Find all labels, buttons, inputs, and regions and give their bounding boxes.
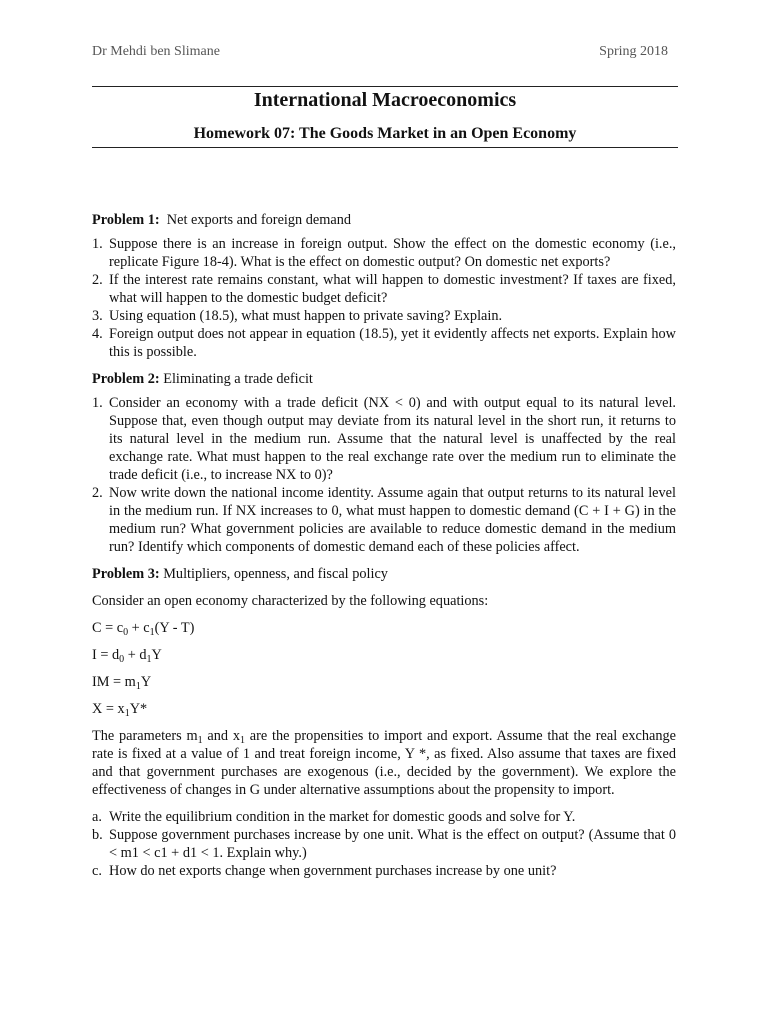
item-text: How do net exports change when government purchases increase by one unit?	[109, 863, 557, 879]
problem-3-heading	[92, 565, 676, 583]
homework-body	[92, 211, 676, 880]
problem-3-intro: Consider an open economy characterized by the following equations:	[92, 593, 489, 609]
list-item	[92, 862, 676, 880]
item-text: Using equation (18.5), what must happen to private saving? Explain.	[109, 308, 503, 324]
item-number: 3.	[92, 308, 103, 324]
problem-1-topic: Net exports and foreign demand	[166, 212, 352, 228]
problem-3-topic: Multipliers, openness, and fiscal policy	[163, 566, 388, 582]
item-letter: c.	[92, 863, 102, 879]
item-number: 1.	[92, 395, 103, 411]
problem-1-label: Problem 1:	[92, 212, 160, 228]
homework-subtitle: Homework 07: The Goods Market in an Open Economy	[193, 125, 577, 142]
list-item	[92, 484, 676, 556]
list-item	[92, 808, 676, 826]
list-item	[92, 826, 676, 862]
item-text: Consider an economy with a trade deficit (NX < 0) and with output equal to its natural level. Suppose that, even though output may deviate from its natural level in the short run, it returns to its natural level in the medium run. Assume that the natural level is unaffected by the real exchange rate. What must happen to the real exchange rate over the medium run to eliminate the trade deficit (i.e., to increase NX to 0)?	[109, 395, 676, 483]
problem-1-heading	[92, 211, 676, 229]
problem-3-label: Problem 3:	[92, 566, 160, 582]
equation-investment: $I = d_0 + d_1Y$	[92, 647, 162, 665]
item-letter: a.	[92, 809, 102, 825]
equation-exports: $X = x_1Y*$	[92, 701, 148, 719]
author-name: Dr Mehdi ben Slimane	[92, 44, 220, 59]
problem-3-list	[92, 808, 676, 880]
item-text: Write the equilibrium condition in the market for domestic goods and solve for Y.	[109, 809, 576, 825]
problem-1-list	[92, 235, 676, 361]
document-title: International Macroeconomics	[253, 89, 517, 111]
list-item	[92, 394, 676, 484]
item-text: If the interest rate remains constant, what will happen to domestic investment? If taxes are fixed, what will happen to the domestic budget deficit?	[109, 272, 676, 306]
item-text: Foreign output does not appear in equation (18.5), yet it evidently affects net exports. Explain how this is possible.	[109, 326, 676, 360]
item-text: Suppose there is an increase in foreign output. Show the effect on the domestic economy (i.e., replicate Figure 18-4). What is the effect on domestic output? On domestic net exports?	[109, 236, 676, 270]
list-item	[92, 325, 676, 361]
item-text: Suppose government purchases increase by one unit. What is the effect on output? (Assume that 0 < m1 < c1 + d1 < 1. Explain why.)	[109, 827, 676, 861]
top-rule	[92, 86, 678, 87]
item-text: Now write down the national income identity. Assume again that output returns to its natural level in the medium run. If NX increases to 0, what must happen to domestic demand (C + I + G) in the medium run? What government policies are available to reduce domestic demand in the medium run? Identify which components of domestic demand each of these policies affect.	[109, 485, 676, 555]
list-item	[92, 271, 676, 307]
item-number: 2.	[92, 272, 103, 288]
problem-3-paragraph: The parameters $m_1$ and $x_1$ are the propensities to import and export. Assume that the real exchange rate is fixed at a value of 1 and treat foreign income, Y *, as fixed. Also assume that taxes are fixed and that government purchases are exogenous (i.e., decided by the government). We explore the effectiveness of changes in G under alternative assumptions about the propensity to import.	[92, 728, 676, 798]
equation-imports: IM = $m_1Y$	[92, 674, 152, 692]
list-item	[92, 307, 676, 325]
problem-2-heading	[92, 370, 676, 388]
item-number: 2.	[92, 485, 103, 501]
bottom-rule	[92, 147, 678, 148]
problem-2-label: Problem 2:	[92, 371, 160, 387]
problem-2-topic: Eliminating a trade deficit	[163, 371, 313, 387]
item-letter: b.	[92, 827, 103, 843]
term-label: Spring 2018	[599, 44, 668, 59]
item-number: 1.	[92, 236, 103, 252]
item-number: 4.	[92, 326, 103, 342]
equation-consumption: $C = c_0 + c_1(Y - T)$	[92, 620, 195, 638]
list-item	[92, 235, 676, 271]
problem-2-list	[92, 394, 676, 556]
